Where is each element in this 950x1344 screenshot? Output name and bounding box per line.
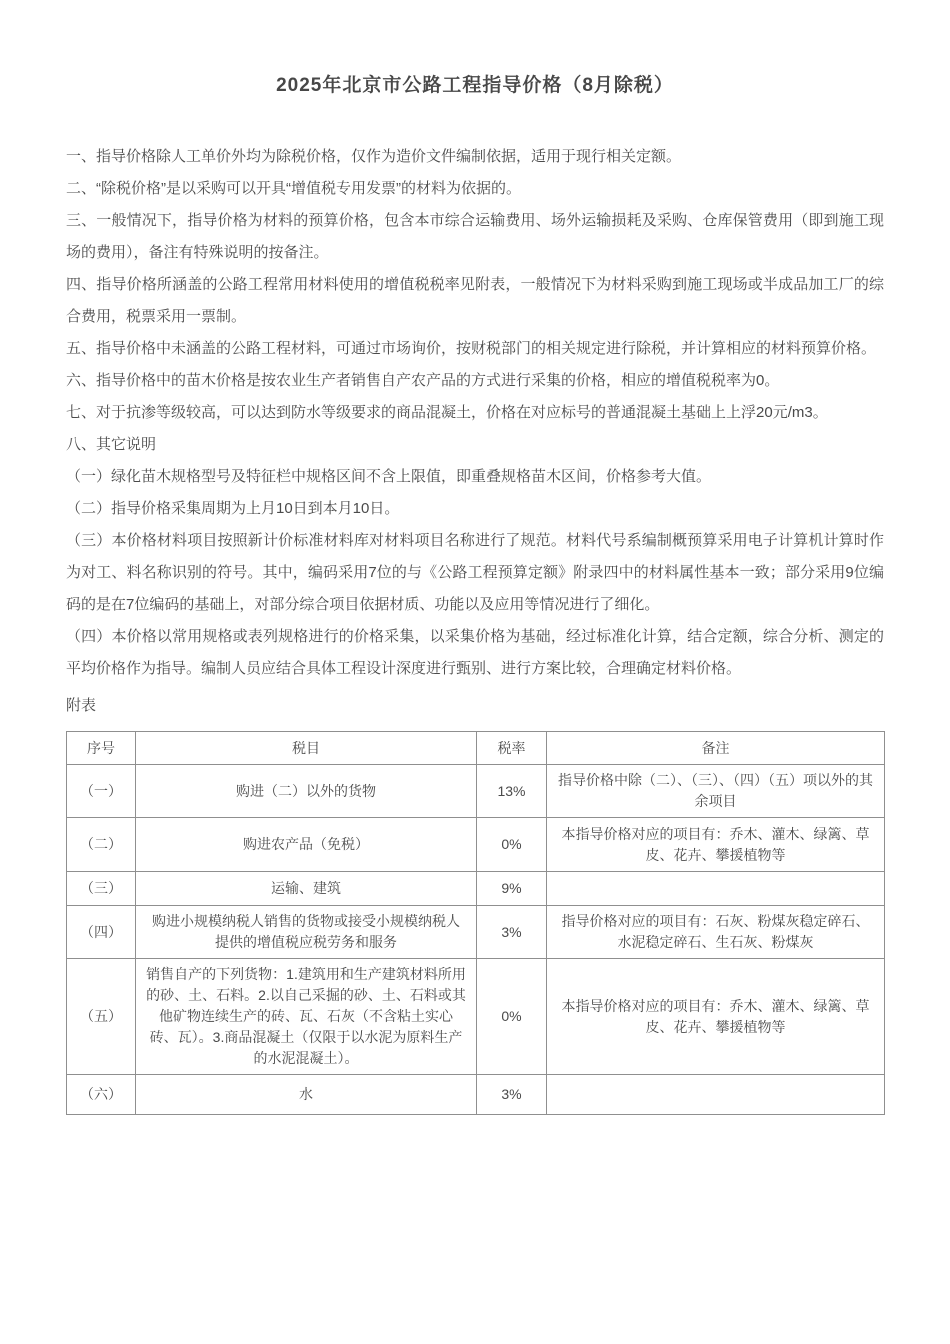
cell-tax-item: 购进（二）以外的货物 [136,765,477,818]
cell-serial: （五） [67,959,136,1075]
appendix-label: 附表 [66,697,97,714]
tax-rate-table [66,731,885,1115]
cell-remark [547,1075,885,1115]
note-subparagraph-1: （一）绿化苗木规格型号及特征栏中规格区间不含上限值，即重叠规格苗木区间，价格参考大值。 [66,468,712,485]
table-row-3 [67,872,885,906]
cell-tax-item: 运输、建筑 [136,872,477,906]
notes-section [66,141,884,685]
page-title: 2025年北京市公路工程指导价格（8月除税） [276,75,674,96]
cell-tax-item: 购进小规模纳税人销售的货物或接受小规模纳税人提供的增值税应税劳务和服务 [136,906,477,959]
cell-serial: （四） [67,906,136,959]
cell-tax-item: 销售自产的下列货物：1.建筑用和生产建筑材料所用的砂、土、石料。2.以自己采掘的砂、土、石料或其他矿物连续生产的砖、瓦、石灰（不含粘土实心砖、瓦）。3.商品混凝土（仅限于以水泥为原料生产的水泥混凝土）。 [136,959,477,1075]
cell-serial: （三） [67,872,136,906]
table-row-2 [67,818,885,872]
note-paragraph-5: 五、指导价格中未涵盖的公路工程材料，可通过市场询价，按财税部门的相关规定进行除税，并计算相应的材料预算价格。 [66,340,877,357]
col-header-tax-item: 税目 [136,732,477,765]
note-paragraph-6: 六、指导价格中的苗木价格是按农业生产者销售自产农产品的方式进行采集的价格，相应的增值税税率为0。 [66,372,780,389]
note-paragraph-8: 八、其它说明 [66,436,157,453]
cell-serial: （一） [67,765,136,818]
cell-remark: 本指导价格对应的项目有：乔木、灌木、绿篱、草皮、花卉、攀援植物等 [547,959,885,1075]
cell-remark: 指导价格中除（二）、（三）、（四）（五）项以外的其余项目 [547,765,885,818]
cell-remark [547,872,885,906]
col-header-tax-rate: 税率 [477,732,547,765]
cell-serial: （六） [67,1075,136,1115]
cell-remark: 本指导价格对应的项目有：乔木、灌木、绿篱、草皮、花卉、攀援植物等 [547,818,885,872]
note-paragraph-2: 二、“除税价格”是以采购可以开具“增值税专用发票”的材料为依据的。 [66,180,521,197]
table-row-5 [67,959,885,1075]
note-paragraph-3: 三、一般情况下，指导价格为材料的预算价格，包含本市综合运输费用、场外运输损耗及采购、仓库保管费用（即到施工现场的费用），备注有特殊说明的按备注。 [66,212,884,261]
cell-tax-rate: 0% [477,959,547,1075]
table-row-1 [67,765,885,818]
col-header-remark: 备注 [547,732,885,765]
cell-tax-rate: 9% [477,872,547,906]
note-subparagraph-3: （三）本价格材料项目按照新计价标准材料库对材料项目名称进行了规范。材料代号系编制概预算采用电子计算机计算时作为对工、料名称识别的符号。其中，编码采用7位的与《公路工程预算定额》附录四中的材料属性基本一致；部分采用9位编码的是在7位编码的基础上，对部分综合项目依据材质、功能以及应用等情况进行了细化。 [66,532,884,613]
cell-tax-item: 水 [136,1075,477,1115]
cell-tax-rate: 0% [477,818,547,872]
cell-tax-rate: 3% [477,906,547,959]
cell-serial: （二） [67,818,136,872]
cell-tax-item: 购进农产品（免税） [136,818,477,872]
note-subparagraph-4: （四）本价格以常用规格或表列规格进行的价格采集，以采集价格为基础，经过标准化计算，结合定额，综合分析、测定的平均价格作为指导。编制人员应结合具体工程设计深度进行甄别、进行方案比较，合理确定材料价格。 [66,628,884,677]
cell-remark: 指导价格对应的项目有：石灰、粉煤灰稳定碎石、水泥稳定碎石、生石灰、粉煤灰 [547,906,885,959]
note-paragraph-1: 一、指导价格除人工单价外均为除税价格，仅作为造价文件编制依据，适用于现行相关定额。 [66,148,682,165]
note-subparagraph-2: （二）指导价格采集周期为上月10日到本月10日。 [66,500,400,517]
table-row-4 [67,906,885,959]
col-header-serial: 序号 [67,732,136,765]
table-row-6 [67,1075,885,1115]
note-paragraph-4: 四、指导价格所涵盖的公路工程常用材料使用的增值税税率见附表，一般情况下为材料采购到施工现场或半成品加工厂的综合费用，税票采用一票制。 [66,276,884,325]
table-header-row [67,732,885,765]
cell-tax-rate: 13% [477,765,547,818]
cell-tax-rate: 3% [477,1075,547,1115]
note-paragraph-7: 七、对于抗渗等级较高，可以达到防水等级要求的商品混凝土，价格在对应标号的普通混凝土基础上上浮20元/m3。 [66,404,828,421]
